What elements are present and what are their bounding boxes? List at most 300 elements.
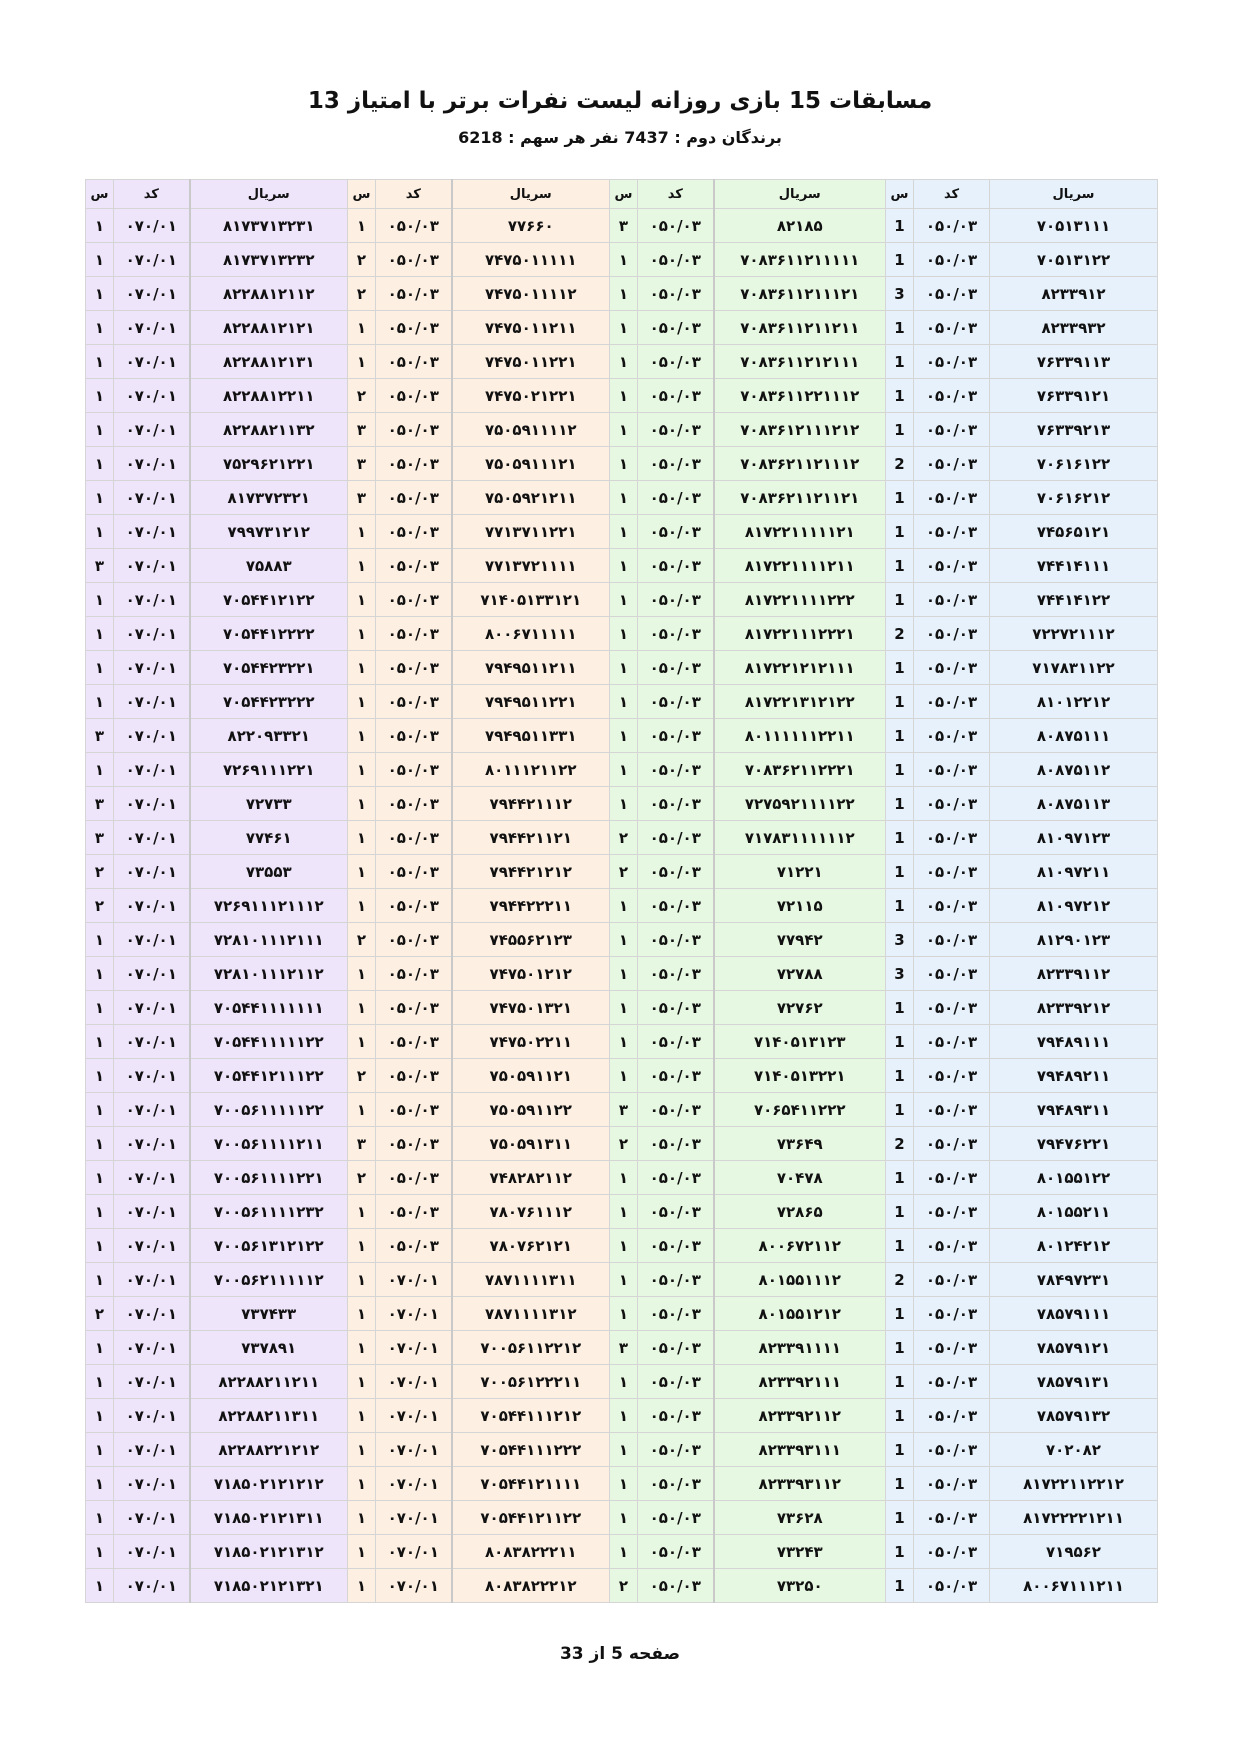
score-cell: ۱ [348, 1501, 376, 1535]
code-cell: ۰۵۰/۰۳ [914, 1569, 990, 1603]
table-row [86, 855, 1158, 889]
score-cell: ۱ [610, 957, 638, 991]
score-cell: ۱ [610, 549, 638, 583]
code-cell: ۰۵۰/۰۳ [638, 1025, 714, 1059]
serial-cell: ۷۰۵۴۴۱۱۱۱۱۱۱ [190, 991, 348, 1025]
score-cell: 3 [886, 277, 914, 311]
score-cell: 1 [886, 1569, 914, 1603]
serial-cell: ۷۰۵۴۴۱۱۱۱۱۲۲ [190, 1025, 348, 1059]
code-cell: ۰۵۰/۰۳ [638, 1365, 714, 1399]
score-cell: ۱ [610, 481, 638, 515]
code-cell: ۰۷۰/۰۱ [114, 991, 190, 1025]
serial-cell: ۷۴۷۵۰۱۱۲۱۱ [452, 311, 610, 345]
serial-cell: ۷۸۵۷۹۱۳۱ [990, 1365, 1158, 1399]
code-cell: ۰۷۰/۰۱ [114, 923, 190, 957]
serial-cell: ۷۴۷۵۰۲۲۱۱ [452, 1025, 610, 1059]
code-cell: ۰۵۰/۰۳ [638, 481, 714, 515]
serial-cell: ۷۳۲۴۳ [714, 1535, 886, 1569]
header-code-g2: کد [376, 180, 452, 209]
score-cell: 1 [886, 345, 914, 379]
score-cell: 1 [886, 1229, 914, 1263]
code-cell: ۰۷۰/۰۱ [114, 1093, 190, 1127]
score-cell: ۱ [610, 617, 638, 651]
code-cell: ۰۵۰/۰۳ [638, 889, 714, 923]
code-cell: ۰۷۰/۰۱ [114, 1467, 190, 1501]
code-cell: ۰۷۰/۰۱ [114, 1569, 190, 1603]
score-cell: ۱ [348, 1569, 376, 1603]
code-cell: ۰۵۰/۰۳ [914, 277, 990, 311]
table-row [86, 1467, 1158, 1501]
serial-cell: ۷۰۰۵۶۱۱۱۱۲۳۲ [190, 1195, 348, 1229]
score-cell: 1 [886, 1195, 914, 1229]
serial-cell: ۷۰۰۵۶۲۱۱۱۱۱۲ [190, 1263, 348, 1297]
score-cell: 2 [886, 617, 914, 651]
serial-cell: ۷۰۶۵۴۱۱۲۲۲ [714, 1093, 886, 1127]
serial-cell: ۸۰۱۵۵۱۲۲ [990, 1161, 1158, 1195]
score-cell: ۱ [348, 1297, 376, 1331]
score-cell: ۱ [610, 345, 638, 379]
code-cell: ۰۵۰/۰۳ [638, 1501, 714, 1535]
code-cell: ۰۵۰/۰۳ [376, 821, 452, 855]
score-cell: ۱ [348, 617, 376, 651]
serial-cell: ۸۱۷۳۷۱۳۲۳۲ [190, 243, 348, 277]
serial-cell: ۷۸۵۷۹۱۲۱ [990, 1331, 1158, 1365]
score-cell: ۱ [86, 1501, 114, 1535]
serial-cell: ۷۵۰۵۹۱۱۱۱۲ [452, 413, 610, 447]
code-cell: ۰۷۰/۰۱ [114, 447, 190, 481]
code-cell: ۰۵۰/۰۳ [914, 379, 990, 413]
serial-cell: ۷۲۸۱۰۱۱۱۲۱۱۲ [190, 957, 348, 991]
score-cell: ۱ [348, 1535, 376, 1569]
score-cell: ۱ [348, 991, 376, 1025]
code-cell: ۰۵۰/۰۳ [914, 345, 990, 379]
code-cell: ۰۵۰/۰۳ [638, 583, 714, 617]
score-cell: ۱ [610, 1161, 638, 1195]
score-cell: ۱ [86, 1467, 114, 1501]
score-cell: ۱ [86, 923, 114, 957]
code-cell: ۰۵۰/۰۳ [914, 1059, 990, 1093]
code-cell: ۰۷۰/۰۱ [376, 1399, 452, 1433]
score-cell: 1 [886, 583, 914, 617]
serial-cell: ۸۱۷۳۷۱۳۲۳۱ [190, 209, 348, 243]
code-cell: ۰۷۰/۰۱ [114, 617, 190, 651]
code-cell: ۰۵۰/۰۳ [914, 549, 990, 583]
score-cell: ۱ [610, 1025, 638, 1059]
serial-cell: ۷۴۴۱۴۱۲۲ [990, 583, 1158, 617]
code-cell: ۰۷۰/۰۱ [114, 855, 190, 889]
score-cell: ۱ [348, 855, 376, 889]
score-cell: 1 [886, 549, 914, 583]
code-cell: ۰۵۰/۰۳ [914, 1433, 990, 1467]
serial-cell: ۸۱۰۹۷۱۲۳ [990, 821, 1158, 855]
score-cell: ۱ [610, 1467, 638, 1501]
score-cell: ۱ [348, 549, 376, 583]
code-cell: ۰۵۰/۰۳ [914, 923, 990, 957]
serial-cell: ۷۰۸۳۶۲۱۱۲۲۲۱ [714, 753, 886, 787]
code-cell: ۰۷۰/۰۱ [376, 1501, 452, 1535]
code-cell: ۰۵۰/۰۳ [638, 1535, 714, 1569]
code-cell: ۰۵۰/۰۳ [376, 957, 452, 991]
score-cell: ۱ [610, 277, 638, 311]
score-cell: 1 [886, 311, 914, 345]
code-cell: ۰۵۰/۰۳ [376, 617, 452, 651]
serial-cell: ۷۴۷۵۰۱۱۲۲۱ [452, 345, 610, 379]
code-cell: ۰۵۰/۰۳ [638, 1399, 714, 1433]
serial-cell: ۸۲۳۳۹۳۱۱۱ [714, 1433, 886, 1467]
serial-cell: ۷۸۷۱۱۱۱۳۱۱ [452, 1263, 610, 1297]
serial-cell: ۷۹۴۹۵۱۱۲۱۱ [452, 651, 610, 685]
serial-cell: ۸۰۸۷۵۱۱۱ [990, 719, 1158, 753]
table-row [86, 617, 1158, 651]
score-cell: ۱ [86, 685, 114, 719]
serial-cell: ۷۰۵۴۴۱۲۱۱۲۲ [452, 1501, 610, 1535]
code-cell: ۰۷۰/۰۱ [376, 1365, 452, 1399]
serial-cell: ۷۰۸۳۶۱۱۲۲۱۱۱۲ [714, 379, 886, 413]
serial-cell: ۷۰۰۵۶۱۱۱۱۲۱۱ [190, 1127, 348, 1161]
table-row [86, 719, 1158, 753]
code-cell: ۰۷۰/۰۱ [114, 1127, 190, 1161]
table-row [86, 1331, 1158, 1365]
score-cell: ۳ [86, 549, 114, 583]
score-cell: 1 [886, 1297, 914, 1331]
code-cell: ۰۵۰/۰۳ [914, 821, 990, 855]
serial-cell: ۷۱۴۰۵۱۳۲۲۱ [714, 1059, 886, 1093]
table-row [86, 583, 1158, 617]
score-cell: 1 [886, 413, 914, 447]
serial-cell: ۷۷۴۶۱ [190, 821, 348, 855]
serial-cell: ۷۳۶۲۸ [714, 1501, 886, 1535]
code-cell: ۰۵۰/۰۳ [638, 787, 714, 821]
score-cell: ۱ [86, 1093, 114, 1127]
serial-cell: ۸۲۲۸۸۱۲۱۳۱ [190, 345, 348, 379]
header-serial-g2: سریال [452, 180, 610, 209]
header-serial-g4: سریال [990, 180, 1158, 209]
table-row [86, 1297, 1158, 1331]
code-cell: ۰۵۰/۰۳ [914, 1535, 990, 1569]
score-cell: 1 [886, 753, 914, 787]
serial-cell: ۷۱۸۵۰۲۱۲۱۳۱۲ [190, 1535, 348, 1569]
code-cell: ۰۵۰/۰۳ [638, 651, 714, 685]
serial-cell: ۷۸۷۱۱۱۱۳۱۲ [452, 1297, 610, 1331]
serial-cell: ۷۰۰۵۶۱۱۱۱۲۲۱ [190, 1161, 348, 1195]
serial-cell: ۸۰۰۶۷۲۱۱۲ [714, 1229, 886, 1263]
code-cell: ۰۵۰/۰۳ [914, 1229, 990, 1263]
score-cell: ۲ [348, 923, 376, 957]
table-row [86, 1535, 1158, 1569]
code-cell: ۰۵۰/۰۳ [914, 617, 990, 651]
score-cell: ۱ [86, 1365, 114, 1399]
score-cell: ۱ [348, 1467, 376, 1501]
serial-cell: ۸۲۲۸۸۲۲۱۲۱۲ [190, 1433, 348, 1467]
code-cell: ۰۷۰/۰۱ [114, 787, 190, 821]
serial-cell: ۷۱۷۸۳۱۱۱۱۱۱۲ [714, 821, 886, 855]
score-cell: ۲ [86, 855, 114, 889]
score-cell: ۱ [86, 1025, 114, 1059]
score-cell: ۱ [610, 1263, 638, 1297]
serial-cell: ۷۲۷۸۸ [714, 957, 886, 991]
code-cell: ۰۷۰/۰۱ [376, 1467, 452, 1501]
serial-cell: ۷۰۸۳۶۱۲۱۱۱۲۱۲ [714, 413, 886, 447]
code-cell: ۰۷۰/۰۱ [114, 1025, 190, 1059]
score-cell: ۳ [610, 209, 638, 243]
score-cell: ۱ [86, 1195, 114, 1229]
code-cell: ۰۵۰/۰۳ [914, 719, 990, 753]
code-cell: ۰۵۰/۰۳ [638, 1297, 714, 1331]
serial-cell: ۷۵۰۵۹۱۱۲۱ [452, 1059, 610, 1093]
score-cell: ۱ [348, 1365, 376, 1399]
serial-cell: ۷۸۰۷۶۱۱۱۲ [452, 1195, 610, 1229]
serial-cell: ۸۲۳۳۹۲۱۱۲ [714, 1399, 886, 1433]
score-cell: ۱ [610, 243, 638, 277]
code-cell: ۰۷۰/۰۱ [114, 549, 190, 583]
score-cell: ۱ [86, 991, 114, 1025]
serial-cell: ۷۳۵۵۳ [190, 855, 348, 889]
score-cell: ۱ [348, 345, 376, 379]
code-cell: ۰۵۰/۰۳ [638, 515, 714, 549]
code-cell: ۰۵۰/۰۳ [376, 209, 452, 243]
code-cell: ۰۷۰/۰۱ [376, 1297, 452, 1331]
code-cell: ۰۵۰/۰۳ [914, 209, 990, 243]
page-title: مسابقات 15 بازی روزانه لیست نفرات برتر با امتیاز 13 [307, 88, 933, 114]
score-cell: ۱ [86, 1229, 114, 1263]
code-cell: ۰۵۰/۰۳ [376, 515, 452, 549]
serial-cell: ۷۴۷۵۰۱۲۱۲ [452, 957, 610, 991]
code-cell: ۰۵۰/۰۳ [914, 889, 990, 923]
serial-cell: ۷۵۰۵۹۱۱۱۲۱ [452, 447, 610, 481]
score-cell: 1 [886, 1433, 914, 1467]
serial-cell: ۸۱۷۲۲۱۱۲۲۱۲ [990, 1467, 1158, 1501]
code-cell: ۰۵۰/۰۳ [376, 787, 452, 821]
code-cell: ۰۵۰/۰۳ [638, 209, 714, 243]
serial-cell: ۷۲۷۶۲ [714, 991, 886, 1025]
code-cell: ۰۵۰/۰۳ [638, 549, 714, 583]
score-cell: ۱ [348, 515, 376, 549]
table-row [86, 1365, 1158, 1399]
code-cell: ۰۵۰/۰۳ [914, 1093, 990, 1127]
table-row [86, 243, 1158, 277]
score-cell: ۳ [348, 1127, 376, 1161]
code-cell: ۰۷۰/۰۱ [114, 889, 190, 923]
code-cell: ۰۵۰/۰۳ [914, 787, 990, 821]
code-cell: ۰۷۰/۰۱ [114, 685, 190, 719]
serial-cell: ۷۰۲۰۸۲ [990, 1433, 1158, 1467]
serial-cell: ۷۰۸۳۶۱۱۲۱۱۱۱۱ [714, 243, 886, 277]
score-cell: ۱ [610, 379, 638, 413]
serial-cell: ۷۰۵۴۴۱۲۲۲۲ [190, 617, 348, 651]
score-cell: ۳ [348, 481, 376, 515]
score-cell: 2 [886, 1127, 914, 1161]
code-cell: ۰۵۰/۰۳ [376, 1195, 452, 1229]
serial-cell: ۷۰۵۴۴۱۲۱۱۱۲۲ [190, 1059, 348, 1093]
serial-cell: ۷۵۰۵۹۱۱۲۲ [452, 1093, 610, 1127]
header-code-g4: کد [914, 180, 990, 209]
table-row [86, 889, 1158, 923]
score-cell: ۲ [348, 1161, 376, 1195]
score-cell: ۲ [610, 821, 638, 855]
code-cell: ۰۵۰/۰۳ [638, 311, 714, 345]
serial-cell: ۷۲۶۹۱۱۱۲۱۱۱۲ [190, 889, 348, 923]
code-cell: ۰۷۰/۰۱ [114, 821, 190, 855]
score-cell: ۱ [86, 1263, 114, 1297]
score-cell: ۱ [610, 413, 638, 447]
score-cell: 1 [886, 1501, 914, 1535]
serial-cell: ۸۱۷۲۲۱۲۱۲۱۱۱ [714, 651, 886, 685]
serial-cell: ۷۰۸۳۶۱۱۲۱۲۱۱۱ [714, 345, 886, 379]
code-cell: ۰۷۰/۰۱ [114, 1059, 190, 1093]
score-cell: 2 [886, 1263, 914, 1297]
score-cell: 1 [886, 379, 914, 413]
code-cell: ۰۷۰/۰۱ [114, 1433, 190, 1467]
code-cell: ۰۷۰/۰۱ [114, 1297, 190, 1331]
code-cell: ۰۷۰/۰۱ [376, 1535, 452, 1569]
code-cell: ۰۵۰/۰۳ [914, 583, 990, 617]
code-cell: ۰۵۰/۰۳ [914, 685, 990, 719]
code-cell: ۰۵۰/۰۳ [638, 413, 714, 447]
serial-cell: ۸۲۲۸۸۲۱۱۳۲ [190, 413, 348, 447]
code-cell: ۰۷۰/۰۱ [114, 413, 190, 447]
table-row [86, 379, 1158, 413]
header-code-g3: کد [638, 180, 714, 209]
serial-cell: ۷۰۴۷۸ [714, 1161, 886, 1195]
score-cell: ۱ [610, 311, 638, 345]
score-cell: ۱ [610, 719, 638, 753]
code-cell: ۰۵۰/۰۳ [914, 1195, 990, 1229]
score-cell: 1 [886, 1025, 914, 1059]
code-cell: ۰۵۰/۰۳ [914, 515, 990, 549]
serial-cell: ۸۲۱۸۵ [714, 209, 886, 243]
table-row [86, 1161, 1158, 1195]
score-cell: ۱ [86, 379, 114, 413]
score-cell: ۱ [610, 583, 638, 617]
serial-cell: ۸۰۱۲۴۲۱۲ [990, 1229, 1158, 1263]
serial-cell: ۸۲۳۳۹۱۱۲ [990, 957, 1158, 991]
serial-cell: ۷۴۷۵۰۲۱۲۲۱ [452, 379, 610, 413]
code-cell: ۰۵۰/۰۳ [376, 1025, 452, 1059]
serial-cell: ۷۱۸۵۰۲۱۲۱۲۱۲ [190, 1467, 348, 1501]
score-cell: ۱ [86, 1331, 114, 1365]
code-cell: ۰۷۰/۰۱ [114, 1229, 190, 1263]
code-cell: ۰۵۰/۰۳ [638, 753, 714, 787]
code-cell: ۰۵۰/۰۳ [638, 1229, 714, 1263]
header-serial-g3: سریال [714, 180, 886, 209]
code-cell: ۰۵۰/۰۳ [376, 651, 452, 685]
serial-cell: ۷۰۵۱۳۱۲۲ [990, 243, 1158, 277]
serial-cell: ۷۴۷۵۰۱۱۱۱۱ [452, 243, 610, 277]
score-cell: ۱ [610, 1229, 638, 1263]
score-cell: ۱ [610, 1535, 638, 1569]
score-cell: ۲ [348, 277, 376, 311]
table-row [86, 957, 1158, 991]
code-cell: ۰۵۰/۰۳ [638, 719, 714, 753]
code-cell: ۰۵۰/۰۳ [914, 957, 990, 991]
serial-cell: ۷۹۴۸۹۱۱۱ [990, 1025, 1158, 1059]
score-cell: ۱ [86, 583, 114, 617]
code-cell: ۰۵۰/۰۳ [638, 243, 714, 277]
code-cell: ۰۵۰/۰۳ [376, 923, 452, 957]
table-row [86, 787, 1158, 821]
serial-cell: ۷۲۸۱۰۱۱۱۲۱۱۱ [190, 923, 348, 957]
score-cell: 1 [886, 1331, 914, 1365]
code-cell: ۰۷۰/۰۱ [114, 1535, 190, 1569]
score-cell: ۳ [348, 447, 376, 481]
serial-cell: ۷۹۴۷۶۲۲۱ [990, 1127, 1158, 1161]
code-cell: ۰۵۰/۰۳ [914, 243, 990, 277]
code-cell: ۰۷۰/۰۱ [114, 515, 190, 549]
score-cell: 1 [886, 1365, 914, 1399]
table-row [86, 1263, 1158, 1297]
score-cell: ۱ [348, 311, 376, 345]
code-cell: ۰۵۰/۰۳ [376, 583, 452, 617]
serial-cell: ۷۰۵۴۴۱۱۱۲۱۲ [452, 1399, 610, 1433]
serial-cell: ۷۱۹۵۶۲ [990, 1535, 1158, 1569]
serial-cell: ۷۱۴۰۵۱۳۱۲۳ [714, 1025, 886, 1059]
table-row [86, 991, 1158, 1025]
code-cell: ۰۵۰/۰۳ [638, 685, 714, 719]
table-row [86, 413, 1158, 447]
code-cell: ۰۵۰/۰۳ [376, 1127, 452, 1161]
serial-cell: ۷۱۷۸۳۱۱۲۲ [990, 651, 1158, 685]
code-cell: ۰۵۰/۰۳ [638, 1127, 714, 1161]
score-cell: ۱ [348, 685, 376, 719]
code-cell: ۰۵۰/۰۳ [914, 1467, 990, 1501]
score-cell: ۲ [610, 1127, 638, 1161]
score-cell: ۱ [348, 583, 376, 617]
score-cell: ۲ [86, 889, 114, 923]
score-cell: ۱ [348, 1433, 376, 1467]
serial-cell: ۷۲۷۵۹۲۱۱۱۱۲۲ [714, 787, 886, 821]
serial-cell: ۷۵۲۹۶۲۱۲۲۱ [190, 447, 348, 481]
serial-cell: ۷۶۳۳۹۱۲۱ [990, 379, 1158, 413]
score-cell: ۲ [86, 1297, 114, 1331]
score-cell: ۱ [348, 1263, 376, 1297]
serial-cell: ۷۹۴۴۲۱۱۲۱ [452, 821, 610, 855]
serial-cell: ۷۸۵۷۹۱۳۲ [990, 1399, 1158, 1433]
serial-cell: ۷۰۸۳۶۲۱۱۲۱۱۲۱ [714, 481, 886, 515]
score-cell: ۱ [610, 447, 638, 481]
score-cell: ۱ [86, 243, 114, 277]
score-cell: 1 [886, 481, 914, 515]
header-score-g4: س [886, 180, 914, 209]
score-cell: ۱ [86, 1535, 114, 1569]
score-cell: ۱ [86, 1059, 114, 1093]
score-cell: 3 [886, 957, 914, 991]
serial-cell: ۷۴۵۵۶۲۱۲۳ [452, 923, 610, 957]
score-cell: ۱ [348, 1399, 376, 1433]
score-cell: ۱ [86, 413, 114, 447]
code-cell: ۰۷۰/۰۱ [376, 1569, 452, 1603]
serial-cell: ۷۱۸۵۰۲۱۲۱۳۱۱ [190, 1501, 348, 1535]
score-cell: ۱ [610, 787, 638, 821]
code-cell: ۰۵۰/۰۳ [638, 1433, 714, 1467]
serial-cell: ۷۹۴۹۵۱۱۳۳۱ [452, 719, 610, 753]
code-cell: ۰۷۰/۰۱ [114, 1365, 190, 1399]
code-cell: ۰۷۰/۰۱ [376, 1331, 452, 1365]
code-cell: ۰۷۰/۰۱ [114, 345, 190, 379]
header-score-g2: س [348, 180, 376, 209]
code-cell: ۰۷۰/۰۱ [114, 719, 190, 753]
code-cell: ۰۵۰/۰۳ [914, 1501, 990, 1535]
code-cell: ۰۷۰/۰۱ [376, 1263, 452, 1297]
score-cell: ۱ [610, 651, 638, 685]
serial-cell: ۷۷۱۳۷۱۱۲۲۱ [452, 515, 610, 549]
serial-cell: ۷۳۶۴۹ [714, 1127, 886, 1161]
score-cell: 1 [886, 855, 914, 889]
serial-cell: ۸۰۸۳۸۲۲۲۱۲ [452, 1569, 610, 1603]
score-cell: ۱ [348, 1331, 376, 1365]
code-cell: ۰۵۰/۰۳ [914, 1025, 990, 1059]
score-cell: ۱ [86, 345, 114, 379]
code-cell: ۰۵۰/۰۳ [376, 447, 452, 481]
